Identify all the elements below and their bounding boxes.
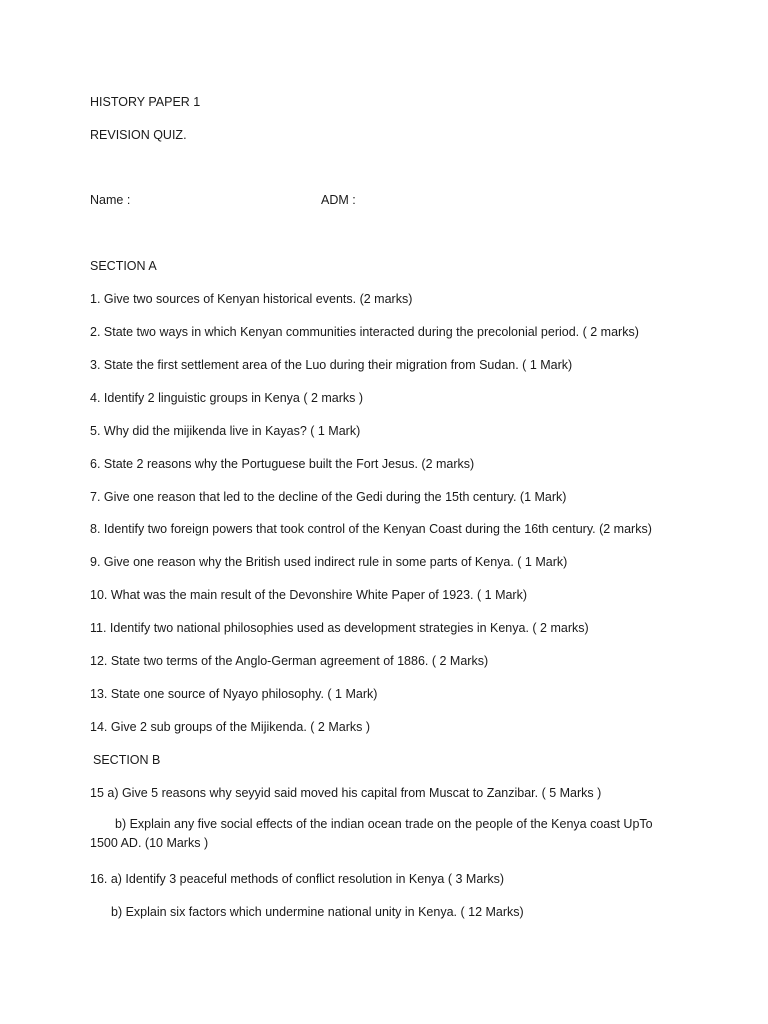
adm-label: ADM : xyxy=(321,193,356,207)
question-5: 5. Why did the mijikenda live in Kayas? ( 1 Mark) xyxy=(90,424,361,438)
question-8: 8. Identify two foreign powers that took control of the Kenyan Coast during the 16th century. (2 marks) xyxy=(90,522,652,536)
quiz-subtitle: REVISION QUIZ. xyxy=(90,128,187,142)
section-b-heading: SECTION B xyxy=(93,753,161,767)
question-13: 13. State one source of Nyayo philosophy. ( 1 Mark) xyxy=(90,687,378,701)
question-15b: b) Explain any five social effects of the indian ocean trade on the people of the Kenya coast UpTo 1500 AD. (10 Marks ) xyxy=(90,817,653,850)
question-4: 4. Identify 2 linguistic groups in Kenya ( 2 marks ) xyxy=(90,391,364,405)
question-12: 12. State two terms of the Anglo-German agreement of 1886. ( 2 Marks) xyxy=(90,654,489,668)
question-14: 14. Give 2 sub groups of the Mijikenda. ( 2 Marks ) xyxy=(90,720,370,734)
question-11: 11. Identify two national philosophies used as development strategies in Kenya. ( 2 marks) xyxy=(90,621,589,635)
question-6: 6. State 2 reasons why the Portuguese built the Fort Jesus. (2 marks) xyxy=(90,457,475,471)
question-16a: 16. a) Identify 3 peaceful methods of conflict resolution in Kenya ( 3 Marks) xyxy=(90,872,505,886)
question-16b: b) Explain six factors which undermine national unity in Kenya. ( 12 Marks) xyxy=(111,905,524,919)
paper-title: HISTORY PAPER 1 xyxy=(90,95,201,109)
section-a-heading: SECTION A xyxy=(90,259,157,273)
question-1: 1. Give two sources of Kenyan historical events. (2 marks) xyxy=(90,292,413,306)
question-9: 9. Give one reason why the British used indirect rule in some parts of Kenya. ( 1 Mark) xyxy=(90,555,568,569)
question-15a: 15 a) Give 5 reasons why seyyid said moved his capital from Muscat to Zanzibar. ( 5 Marks ) xyxy=(90,786,602,800)
question-7: 7. Give one reason that led to the decline of the Gedi during the 15th century. (1 Mark) xyxy=(90,490,567,504)
question-2: 2. State two ways in which Kenyan communities interacted during the precolonial period. ( 2 marks) xyxy=(90,325,639,339)
question-10: 10. What was the main result of the Devonshire White Paper of 1923. ( 1 Mark) xyxy=(90,588,528,602)
question-3: 3. State the first settlement area of the Luo during their migration from Sudan. ( 1 Mark) xyxy=(90,358,573,372)
name-label: Name : xyxy=(90,193,131,207)
